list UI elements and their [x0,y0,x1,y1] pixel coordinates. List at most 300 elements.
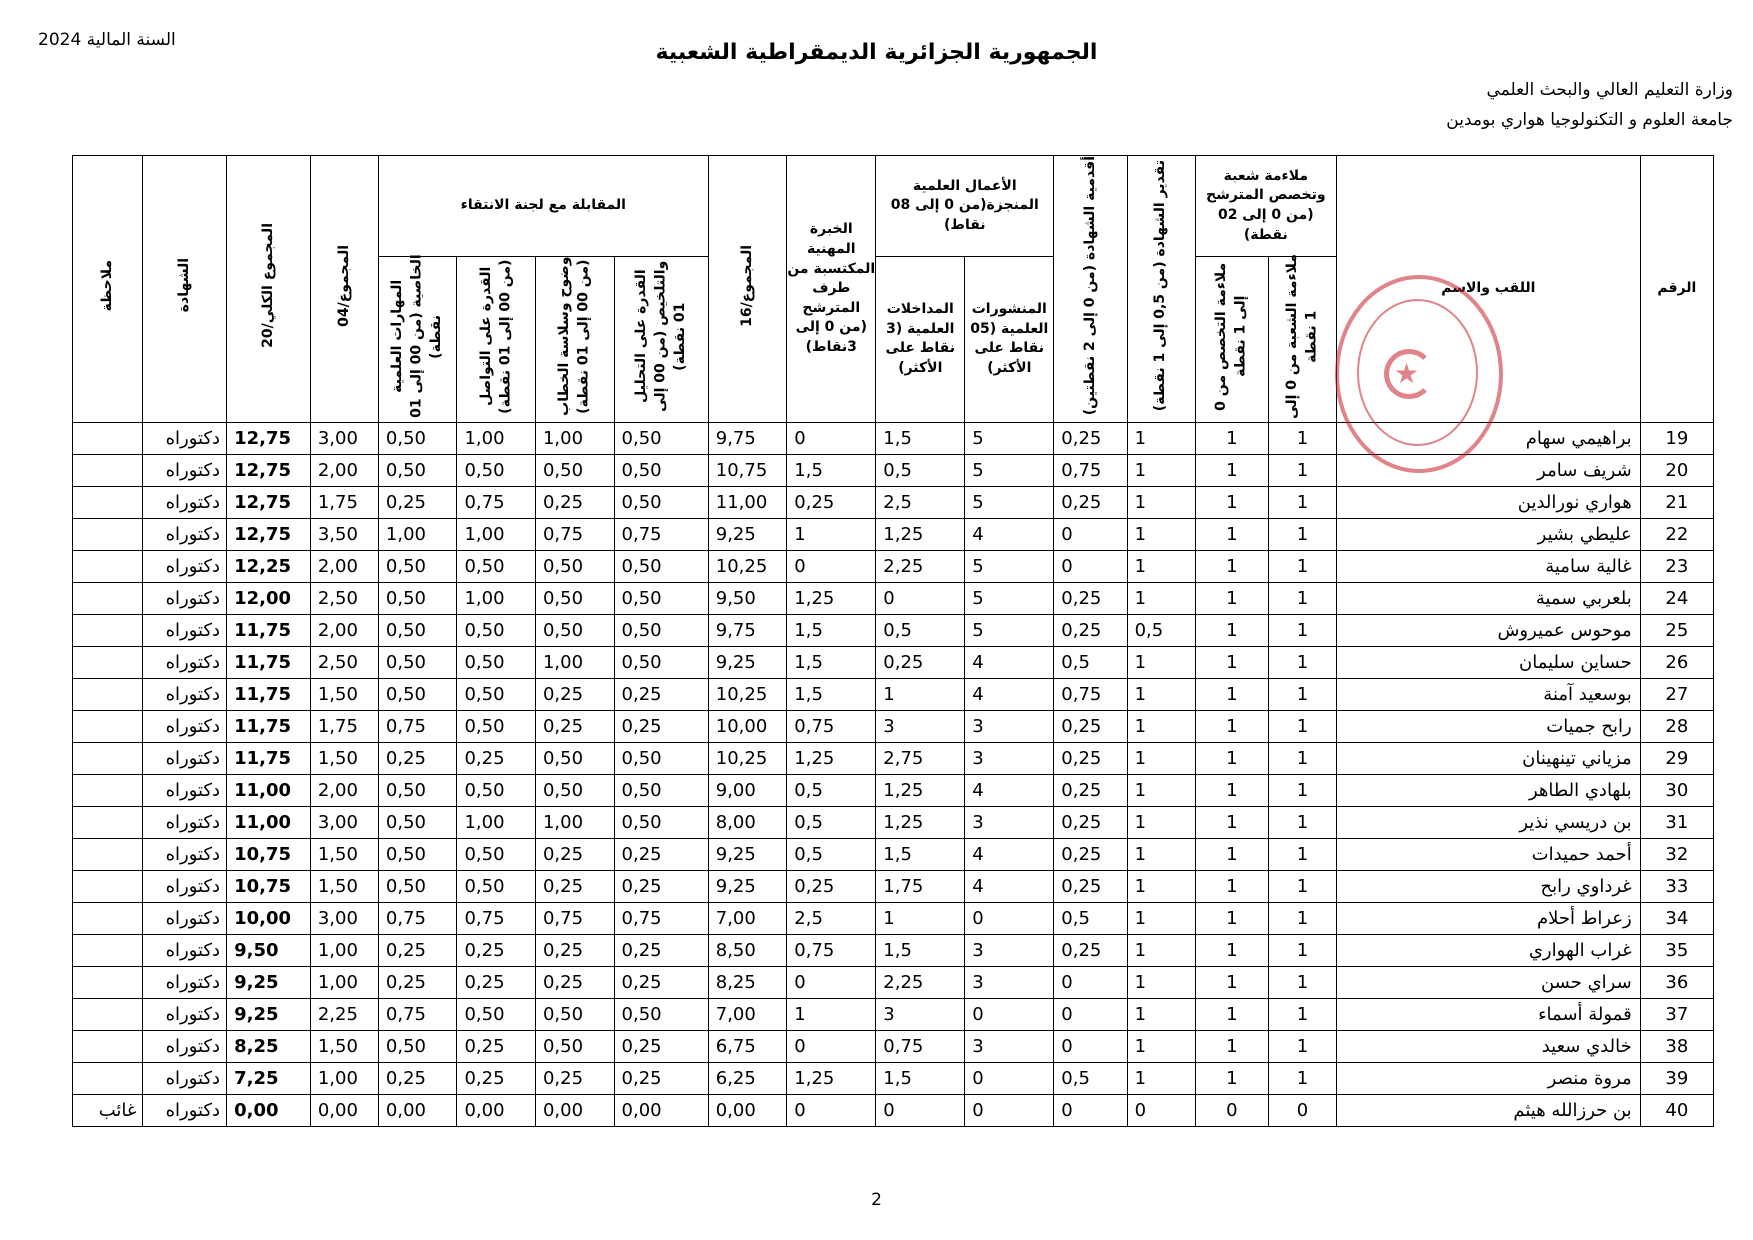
cell-experience: 1,25 [787,742,876,774]
cell-total4: 1,75 [310,486,378,518]
cell-fit-field: 1 [1268,966,1336,998]
cell-id: 27 [1640,678,1713,710]
cell-total4: 1,50 [310,678,378,710]
table-row [73,614,1714,646]
cell-grade: 0 [1127,1094,1195,1126]
cell-publications: 5 [965,486,1054,518]
cell-communications: 1,5 [876,934,965,966]
cell-analysis: 0,75 [614,902,708,934]
col-total16: المجموع/16 [708,156,787,423]
cell-fit-field: 1 [1268,934,1336,966]
cell-name: رابح جميات [1337,710,1641,742]
cell-fit-spec: 1 [1195,422,1268,454]
col-experience: الخبرة المهنية المكتسبة من طرف المترشح (من 0 إلى 3نقاط) [787,156,876,423]
cell-fit-field: 1 [1268,454,1336,486]
cell-note [73,646,143,678]
cell-id: 26 [1640,646,1713,678]
cell-total20: 7,25 [227,1062,311,1094]
cell-fit-spec: 1 [1195,678,1268,710]
cell-analysis: 0,25 [614,710,708,742]
cell-note [73,934,143,966]
cell-seniority: 0,25 [1054,422,1127,454]
cell-id: 33 [1640,870,1713,902]
cell-fit-spec: 1 [1195,934,1268,966]
cell-seniority: 0,25 [1054,934,1127,966]
cell-analysis: 0,50 [614,486,708,518]
cell-publications: 5 [965,422,1054,454]
cell-total20: 10,75 [227,870,311,902]
cell-seniority: 0 [1054,1094,1127,1126]
cell-id: 35 [1640,934,1713,966]
cell-total20: 11,75 [227,614,311,646]
cell-communications: 3 [876,710,965,742]
cell-id: 25 [1640,614,1713,646]
cell-fit-spec: 1 [1195,902,1268,934]
cell-name: زعراط أحلام [1337,902,1641,934]
cell-fit-spec: 1 [1195,998,1268,1030]
cell-communication: 1,00 [457,518,536,550]
cell-communication: 0,50 [457,774,536,806]
cell-total16: 9,75 [708,422,787,454]
table-body [73,422,1714,1126]
table-row [73,806,1714,838]
cell-name: أحمد حميدات [1337,838,1641,870]
cell-fit-field: 1 [1268,998,1336,1030]
cell-fit-spec: 1 [1195,774,1268,806]
cell-degree: دكتوراه [143,1062,227,1094]
col-id: الرقم [1640,156,1713,423]
cell-total20: 12,75 [227,486,311,518]
cell-id: 23 [1640,550,1713,582]
cell-total4: 1,50 [310,742,378,774]
cell-degree: دكتوراه [143,518,227,550]
cell-degree: دكتوراه [143,998,227,1030]
cell-communication: 0,50 [457,550,536,582]
col-total4: المجموع/04 [310,156,378,423]
cell-degree: دكتوراه [143,902,227,934]
cell-communications: 2,5 [876,486,965,518]
cell-communications: 1,5 [876,838,965,870]
cell-total20: 8,25 [227,1030,311,1062]
cell-analysis: 0,25 [614,838,708,870]
table-row [73,518,1714,550]
cell-communication: 0,25 [457,1030,536,1062]
cell-skills: 0,25 [378,966,457,998]
cell-total20: 9,25 [227,998,311,1030]
col-skills: المهارات العلمية الخاصية (من 00 إلى 01 نقطة) [378,257,457,423]
cell-analysis: 0,50 [614,582,708,614]
cell-experience: 0,75 [787,710,876,742]
cell-total4: 2,50 [310,646,378,678]
cell-total16: 9,25 [708,518,787,550]
cell-grade: 1 [1127,422,1195,454]
cell-id: 38 [1640,1030,1713,1062]
cell-communications: 1,25 [876,806,965,838]
cell-grade: 1 [1127,1062,1195,1094]
cell-total20: 0,00 [227,1094,311,1126]
cell-experience: 1,25 [787,1062,876,1094]
cell-total4: 3,00 [310,806,378,838]
cell-clarity: 0,50 [535,582,614,614]
table-row [73,422,1714,454]
cell-note [73,838,143,870]
cell-total16: 9,50 [708,582,787,614]
cell-analysis: 0,25 [614,1062,708,1094]
cell-skills: 0,25 [378,1062,457,1094]
cell-communication: 0,75 [457,486,536,518]
cell-analysis: 0,50 [614,742,708,774]
cell-clarity: 0,25 [535,934,614,966]
page-number: 2 [871,1190,882,1210]
cell-clarity: 0,25 [535,966,614,998]
cell-seniority: 0,25 [1054,870,1127,902]
cell-total20: 10,75 [227,838,311,870]
cell-total16: 6,25 [708,1062,787,1094]
cell-total16: 9,75 [708,614,787,646]
cell-communication: 0,75 [457,902,536,934]
col-communications: المداخلات العلمية (3 نقاط على الأكثر) [876,257,965,423]
cell-note [73,518,143,550]
cell-total16: 10,75 [708,454,787,486]
table-row [73,582,1714,614]
cell-fit-field: 1 [1268,742,1336,774]
cell-id: 31 [1640,806,1713,838]
cell-communication: 0,50 [457,838,536,870]
cell-total4: 0,00 [310,1094,378,1126]
cell-seniority: 0,25 [1054,838,1127,870]
cell-fit-field: 1 [1268,870,1336,902]
cell-fit-field: 1 [1268,806,1336,838]
cell-clarity: 0,25 [535,710,614,742]
cell-seniority: 0,25 [1054,742,1127,774]
cell-seniority: 0,25 [1054,582,1127,614]
cell-name: غراب الهواري [1337,934,1641,966]
cell-degree: دكتوراه [143,710,227,742]
cell-total20: 12,25 [227,550,311,582]
cell-communications: 1,25 [876,518,965,550]
cell-total4: 2,00 [310,454,378,486]
cell-experience: 1,25 [787,582,876,614]
cell-seniority: 0 [1054,550,1127,582]
cell-skills: 0,50 [378,678,457,710]
cell-name: مروة منصر [1337,1062,1641,1094]
cell-publications: 5 [965,582,1054,614]
cell-grade: 1 [1127,998,1195,1030]
cell-clarity: 0,50 [535,550,614,582]
cell-experience: 0,25 [787,870,876,902]
cell-total4: 1,50 [310,838,378,870]
cell-degree: دكتوراه [143,614,227,646]
cell-name: غالية سامية [1337,550,1641,582]
cell-seniority: 0 [1054,518,1127,550]
table-row [73,966,1714,998]
cell-id: 30 [1640,774,1713,806]
table-row [73,774,1714,806]
cell-analysis: 0,50 [614,646,708,678]
table-row [73,870,1714,902]
cell-fit-field: 1 [1268,838,1336,870]
cell-fit-spec: 1 [1195,710,1268,742]
cell-note: غائب [73,1094,143,1126]
cell-total16: 9,25 [708,870,787,902]
table-row [73,1030,1714,1062]
table-row [73,838,1714,870]
cell-skills: 0,50 [378,870,457,902]
cell-grade: 1 [1127,646,1195,678]
cell-id: 37 [1640,998,1713,1030]
col-degree: الشهادة [143,156,227,423]
cell-total16: 10,00 [708,710,787,742]
cell-experience: 0,5 [787,774,876,806]
cell-communications: 1,25 [876,774,965,806]
cell-clarity: 0,50 [535,774,614,806]
cell-grade: 1 [1127,870,1195,902]
cell-publications: 5 [965,614,1054,646]
cell-skills: 0,50 [378,806,457,838]
cell-analysis: 0,75 [614,518,708,550]
cell-degree: دكتوراه [143,550,227,582]
cell-fit-field: 1 [1268,646,1336,678]
cell-communications: 1 [876,678,965,710]
cell-communication: 1,00 [457,422,536,454]
cell-experience: 0 [787,1094,876,1126]
cell-analysis: 0,25 [614,870,708,902]
cell-analysis: 0,25 [614,966,708,998]
cell-publications: 4 [965,870,1054,902]
cell-fit-spec: 1 [1195,1030,1268,1062]
cell-grade: 1 [1127,966,1195,998]
cell-name: عليطي بشير [1337,518,1641,550]
cell-fit-field: 1 [1268,678,1336,710]
cell-name: بن دريسي نذير [1337,806,1641,838]
cell-note [73,422,143,454]
cell-fit-spec: 1 [1195,582,1268,614]
cell-skills: 0,50 [378,614,457,646]
cell-total16: 11,00 [708,486,787,518]
cell-analysis: 0,25 [614,934,708,966]
cell-skills: 0,50 [378,422,457,454]
cell-name: غرداوي رابح [1337,870,1641,902]
cell-experience: 0,5 [787,806,876,838]
cell-id: 34 [1640,902,1713,934]
cell-skills: 0,50 [378,550,457,582]
university-name: جامعة العلوم و التكنولوجيا هواري بومدين [1446,110,1733,130]
cell-skills: 0,75 [378,902,457,934]
col-publications: المنشورات العلمية (05 نقاط على الأكثر) [965,257,1054,423]
cell-total20: 11,75 [227,646,311,678]
cell-fit-field: 0 [1268,1094,1336,1126]
cell-publications: 3 [965,806,1054,838]
cell-degree: دكتوراه [143,1094,227,1126]
cell-total16: 10,25 [708,742,787,774]
cell-seniority: 0,5 [1054,646,1127,678]
cell-seniority: 0,5 [1054,1062,1127,1094]
cell-name: هواري نورالدين [1337,486,1641,518]
col-fit-field: ملاءمة الشعبة من 0 إلى 1 نقطة [1268,257,1336,423]
cell-total16: 9,00 [708,774,787,806]
cell-fit-field: 1 [1268,902,1336,934]
cell-communications: 2,75 [876,742,965,774]
cell-note [73,710,143,742]
cell-total20: 11,75 [227,710,311,742]
cell-experience: 0 [787,966,876,998]
cell-note [73,454,143,486]
cell-skills: 1,00 [378,518,457,550]
cell-grade: 1 [1127,774,1195,806]
cell-total20: 9,25 [227,966,311,998]
cell-grade: 0,5 [1127,614,1195,646]
official-stamp: ★ [1335,275,1503,473]
cell-total20: 12,00 [227,582,311,614]
cell-fit-spec: 1 [1195,518,1268,550]
cell-fit-spec: 1 [1195,486,1268,518]
cell-total4: 1,00 [310,934,378,966]
cell-note [73,774,143,806]
cell-clarity: 0,75 [535,518,614,550]
cell-publications: 3 [965,710,1054,742]
cell-grade: 1 [1127,902,1195,934]
cell-total20: 11,00 [227,774,311,806]
cell-total4: 1,00 [310,966,378,998]
cell-fit-field: 1 [1268,1062,1336,1094]
cell-skills: 0,25 [378,742,457,774]
cell-clarity: 0,50 [535,998,614,1030]
cell-degree: دكتوراه [143,742,227,774]
cell-seniority: 0 [1054,966,1127,998]
cell-grade: 1 [1127,710,1195,742]
cell-fit-field: 1 [1268,486,1336,518]
cell-seniority: 0,75 [1054,678,1127,710]
cell-clarity: 0,25 [535,1062,614,1094]
cell-grade: 1 [1127,678,1195,710]
cell-note [73,870,143,902]
cell-total20: 12,75 [227,454,311,486]
cell-publications: 0 [965,1094,1054,1126]
cell-skills: 0,50 [378,774,457,806]
cell-clarity: 0,25 [535,838,614,870]
cell-id: 32 [1640,838,1713,870]
table-row [73,550,1714,582]
cell-publications: 4 [965,838,1054,870]
cell-fit-spec: 1 [1195,838,1268,870]
cell-note [73,1030,143,1062]
table-row [73,1094,1714,1126]
cell-experience: 1,5 [787,646,876,678]
cell-seniority: 0,5 [1054,902,1127,934]
cell-clarity: 0,50 [535,1030,614,1062]
table-row [73,742,1714,774]
cell-total20: 10,00 [227,902,311,934]
cell-total16: 8,50 [708,934,787,966]
cell-publications: 4 [965,518,1054,550]
cell-note [73,486,143,518]
cell-degree: دكتوراه [143,1030,227,1062]
cell-clarity: 0,25 [535,870,614,902]
cell-communications: 0,75 [876,1030,965,1062]
cell-name: براهيمي سهام [1337,422,1641,454]
cell-skills: 0,50 [378,582,457,614]
cell-note [73,678,143,710]
cell-total4: 1,50 [310,870,378,902]
cell-analysis: 0,50 [614,614,708,646]
cell-total4: 1,00 [310,1062,378,1094]
cell-publications: 3 [965,742,1054,774]
cell-grade: 1 [1127,1030,1195,1062]
cell-fit-spec: 1 [1195,806,1268,838]
cell-total16: 7,00 [708,998,787,1030]
cell-experience: 1,5 [787,678,876,710]
col-communication: القدرة على التواصل (من 00 إلى 01 نقطة) [457,257,536,423]
cell-fit-spec: 1 [1195,454,1268,486]
table-row [73,678,1714,710]
cell-publications: 3 [965,934,1054,966]
cell-seniority: 0 [1054,998,1127,1030]
cell-experience: 2,5 [787,902,876,934]
cell-seniority: 0,75 [1054,454,1127,486]
cell-id: 22 [1640,518,1713,550]
cell-name: بوسعيد آمنة [1337,678,1641,710]
cell-degree: دكتوراه [143,422,227,454]
cell-analysis: 0,00 [614,1094,708,1126]
cell-name: شريف سامر [1337,454,1641,486]
cell-name: حساين سليمان [1337,646,1641,678]
cell-communication: 0,50 [457,678,536,710]
cell-total4: 2,00 [310,614,378,646]
cell-fit-field: 1 [1268,774,1336,806]
cell-name: قمولة أسماء [1337,998,1641,1030]
table-row [73,998,1714,1030]
cell-fit-spec: 1 [1195,742,1268,774]
cell-total4: 2,25 [310,998,378,1030]
cell-communications: 2,25 [876,966,965,998]
col-interview-group: المقابلة مع لجنة الانتقاء [378,156,708,257]
cell-skills: 0,50 [378,454,457,486]
cell-communication: 0,50 [457,710,536,742]
col-total20: المجموع الكلي/20 [227,156,311,423]
table-row [73,934,1714,966]
cell-clarity: 0,25 [535,678,614,710]
cell-degree: دكتوراه [143,582,227,614]
cell-communication: 0,50 [457,870,536,902]
cell-analysis: 0,50 [614,998,708,1030]
col-grade: تقدير الشهادة (من 0,5 إلى 1 نقطة) [1127,156,1195,423]
col-seniority: أقدمية الشهادة (من 0 إلى 2 نقطتين) [1054,156,1127,423]
cell-clarity: 0,25 [535,486,614,518]
cell-fit-spec: 1 [1195,646,1268,678]
page-title: الجمهورية الجزائرية الديمقراطية الشعبية [655,40,1098,65]
cell-name: مزياني تينهينان [1337,742,1641,774]
cell-total20: 12,75 [227,422,311,454]
cell-publications: 4 [965,774,1054,806]
cell-total20: 12,75 [227,518,311,550]
cell-total16: 10,25 [708,678,787,710]
cell-communication: 0,00 [457,1094,536,1126]
cell-grade: 1 [1127,518,1195,550]
cell-fit-spec: 1 [1195,870,1268,902]
cell-clarity: 0,50 [535,742,614,774]
table-row [73,454,1714,486]
col-name: اللقب والاسم [1337,156,1641,423]
cell-publications: 3 [965,966,1054,998]
cell-id: 19 [1640,422,1713,454]
fiscal-year: السنة المالية 2024 [38,30,176,50]
col-note: ملاحظة [73,156,143,423]
cell-publications: 3 [965,1030,1054,1062]
cell-publications: 5 [965,550,1054,582]
table-row [73,902,1714,934]
cell-experience: 0,25 [787,486,876,518]
cell-degree: دكتوراه [143,966,227,998]
